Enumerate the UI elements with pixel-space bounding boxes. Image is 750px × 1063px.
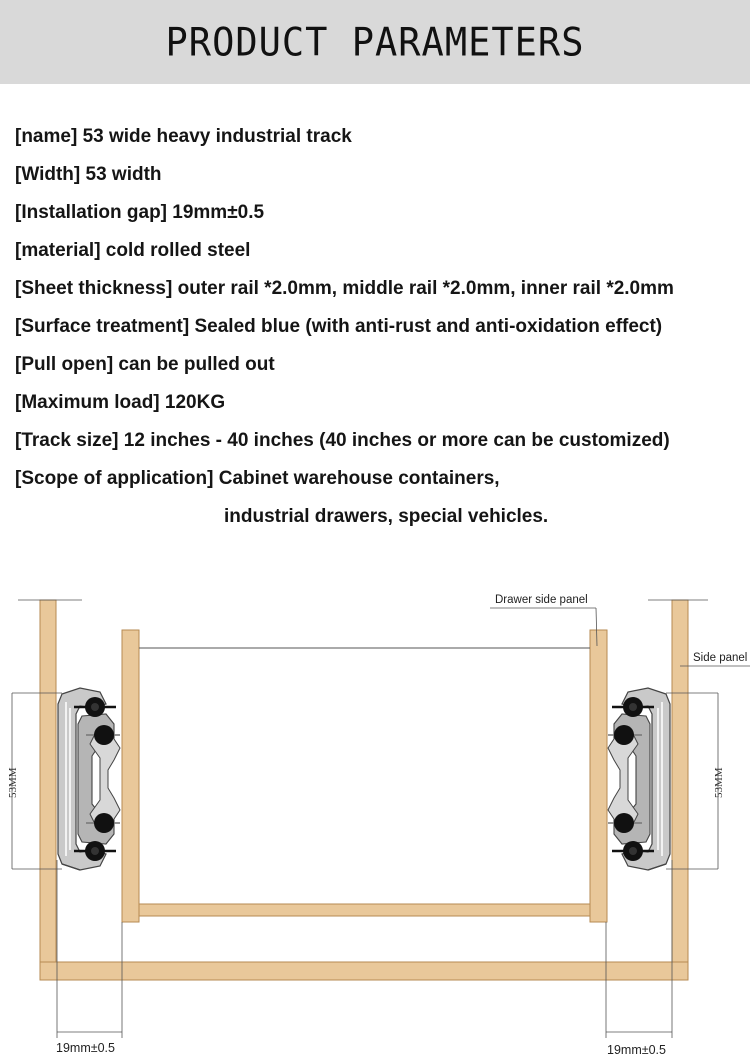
param-scope: [Scope of application] Cabinet warehouse containers, bbox=[15, 468, 500, 489]
side-panel-label: Side panel bbox=[693, 652, 748, 664]
slide-rail-left bbox=[58, 688, 120, 870]
side-panel-callout bbox=[680, 652, 750, 666]
drawer-side-right bbox=[590, 630, 607, 922]
gap-dimension-left bbox=[56, 860, 122, 1055]
param-surface-treatment: [Surface treatment] Sealed blue (with anti-rust and anti-oxidation effect) bbox=[15, 316, 663, 337]
drawer-side-panel-callout bbox=[490, 594, 597, 646]
gap-dimension-right bbox=[606, 860, 672, 1057]
cabinet-side-panel-right bbox=[672, 600, 688, 980]
svg-text:53MM: 53MM bbox=[7, 767, 19, 798]
header-bar bbox=[0, 0, 750, 84]
param-track-size: [Track size] 12 inches - 40 inches (40 inches or more can be customized) bbox=[15, 430, 670, 451]
drawer-side-panel-label: Drawer side panel bbox=[495, 594, 588, 606]
param-material: [material] cold rolled steel bbox=[15, 240, 251, 261]
param-name: [name] 53 wide heavy industrial track bbox=[15, 126, 352, 147]
svg-text:19mm±0.5: 19mm±0.5 bbox=[607, 1043, 666, 1057]
svg-text:19mm±0.5: 19mm±0.5 bbox=[56, 1041, 115, 1055]
param-scope-continuation: industrial drawers, special vehicles. bbox=[224, 506, 549, 527]
cabinet-side-panel-left bbox=[40, 600, 56, 980]
drawer-bottom bbox=[139, 904, 590, 916]
param-installation-gap: [Installation gap] 19mm±0.5 bbox=[15, 202, 265, 223]
drawer-rail-diagram bbox=[0, 560, 750, 1063]
page-title: PRODUCT PARAMETERS bbox=[165, 19, 585, 65]
param-pull-open: [Pull open] can be pulled out bbox=[15, 354, 275, 375]
cabinet-bottom-panel bbox=[40, 962, 688, 980]
param-sheet-thickness: [Sheet thickness] outer rail *2.0mm, middle rail *2.0mm, inner rail *2.0mm bbox=[15, 278, 674, 299]
svg-text:53MM: 53MM bbox=[713, 767, 725, 798]
param-maximum-load: [Maximum load] 120KG bbox=[15, 392, 226, 413]
parameter-list bbox=[15, 118, 745, 536]
slide-rail-right bbox=[608, 688, 670, 870]
param-width: [Width] 53 width bbox=[15, 164, 162, 185]
drawer-side-left bbox=[122, 630, 139, 922]
